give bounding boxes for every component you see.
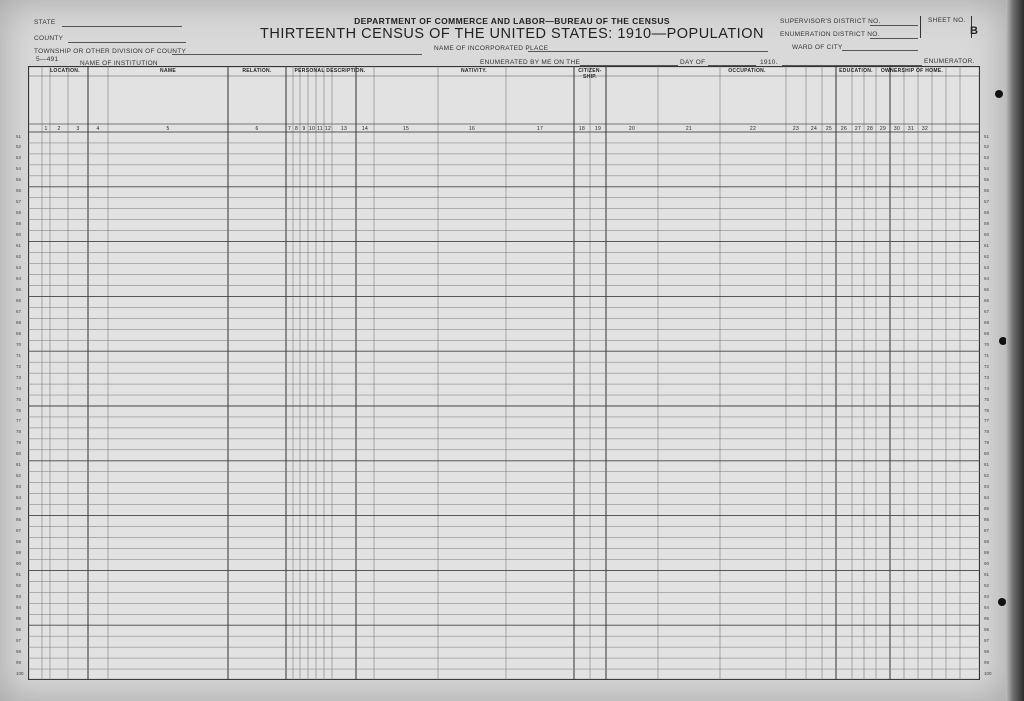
column-group-name: NAME [160,68,176,74]
ward-field[interactable] [842,50,918,51]
column-number: 10 [308,126,316,132]
column-number: 11 [317,126,323,132]
row-number-right: 77 [984,418,990,424]
institution-label: NAME OF INSTITUTION [80,60,158,67]
day-label: DAY OF [680,59,706,66]
row-number-left: 90 [16,560,22,566]
column-number: 2 [57,126,61,132]
page-title: THIRTEENTH CENSUS OF THE UNITED STATES: 1910—POPULATION [260,26,764,42]
row-number-right: 71 [984,352,990,358]
row-number-left: 89 [16,549,22,555]
row-number-right: 87 [984,528,990,534]
row-number-left: 99 [16,659,22,665]
row-number-left: 98 [16,648,22,654]
row-number-right: 65 [984,286,990,292]
column-group-relation: RELATION. [242,68,272,74]
column-number: 7 [287,126,292,132]
row-number-right: 57 [984,199,990,205]
row-number-left: 72 [16,363,22,369]
row-number-left: 58 [16,210,22,216]
row-number-left: 77 [16,418,22,424]
row-number-left: 93 [16,593,22,599]
row-number-left: 71 [16,352,22,358]
row-number-right: 73 [984,374,990,380]
row-number-right: 96 [984,626,990,632]
binder-hole [995,90,1003,98]
county-field[interactable] [68,42,186,43]
column-group-citizenship: CITIZEN-SHIP. [578,68,602,80]
column-group-location: LOCATION. [50,68,80,74]
row-number-right: 76 [984,407,990,413]
column-number: 19 [594,126,602,132]
row-number-left: 94 [16,604,22,610]
row-number-left: 69 [16,330,22,336]
page-edge [1006,0,1024,701]
township-field[interactable] [172,54,422,55]
row-number-right: 80 [984,451,990,457]
row-number-left: 75 [16,396,22,402]
row-number-right: 82 [984,473,990,479]
column-number: 4 [96,126,100,132]
row-number-left: 70 [16,341,22,347]
sheet-letter: B [970,25,978,37]
row-number-right: 58 [984,210,990,216]
row-number-right: 55 [984,177,990,183]
row-number-right: 78 [984,429,990,435]
township-label: TOWNSHIP OR OTHER DIVISION OF COUNTY [34,48,187,55]
row-number-left: 83 [16,484,22,490]
column-number: 28 [866,126,874,132]
row-number-left: 57 [16,199,22,205]
column-number: 12 [324,126,332,132]
row-number-right: 100 [984,670,992,676]
column-number: 13 [340,126,348,132]
column-number: 3 [76,126,80,132]
column-group-ownership: OWNERSHIP OF HOME. [880,68,944,74]
row-number-left: 53 [16,155,22,161]
row-number-left: 92 [16,582,22,588]
row-number-left: 64 [16,275,22,281]
row-number-right: 53 [984,155,990,161]
column-number: 29 [879,126,887,132]
row-number-left: 60 [16,232,22,238]
row-number-left: 67 [16,308,22,314]
row-number-left: 79 [16,440,22,446]
column-number: 27 [854,126,862,132]
row-number-left: 95 [16,615,22,621]
column-number: 16 [468,126,476,132]
row-number-right: 66 [984,297,990,303]
row-number-right: 69 [984,330,990,336]
row-number-right: 85 [984,506,990,512]
row-number-right: 59 [984,221,990,227]
row-number-right: 83 [984,484,990,490]
row-number-left: 66 [16,297,22,303]
row-number-left: 82 [16,473,22,479]
row-number-right: 91 [984,571,990,577]
census-grid [16,66,992,680]
supervisor-field[interactable] [870,25,918,26]
row-number-right: 62 [984,254,990,260]
state-label: STATE [34,19,56,26]
row-number-left: 91 [16,571,22,577]
row-number-right: 51 [984,133,990,139]
row-number-right: 99 [984,659,990,665]
row-number-left: 96 [16,626,22,632]
row-number-right: 90 [984,560,990,566]
county-label: COUNTY [34,35,64,42]
row-number-right: 94 [984,604,990,610]
column-number: 20 [628,126,636,132]
column-number: 17 [536,126,544,132]
column-number: 14 [361,126,369,132]
row-number-right: 64 [984,275,990,281]
column-number: 1 [44,126,48,132]
row-number-right: 70 [984,341,990,347]
row-number-left: 54 [16,166,22,172]
incorporated-place-label: NAME OF INCORPORATED PLACE [434,45,549,52]
column-number: 6 [255,126,259,132]
row-number-right: 81 [984,462,990,468]
row-number-right: 79 [984,440,990,446]
row-number-right: 86 [984,517,990,523]
row-number-left: 97 [16,637,22,643]
incorporated-place-field[interactable] [528,51,768,52]
row-number-right: 68 [984,319,990,325]
enumerator-label: ENUMERATOR. [924,58,975,65]
supervisor-label: SUPERVISOR'S DISTRICT NO. [780,18,881,25]
row-number-left: 74 [16,385,22,391]
column-number: 30 [893,126,901,132]
row-number-left: 63 [16,265,22,271]
column-group-education: EDUCATION. [839,68,873,74]
ward-label: WARD OF CITY [792,44,843,51]
row-number-right: 92 [984,582,990,588]
binder-hole [998,598,1006,606]
column-group-nativity: NATIVITY. [461,68,487,74]
row-number-left: 88 [16,539,22,545]
row-number-right: 88 [984,539,990,545]
row-number-left: 85 [16,506,22,512]
row-number-left: 76 [16,407,22,413]
row-number-left: 52 [16,144,22,150]
row-number-right: 61 [984,243,990,249]
form-number: 5—491 [36,56,59,63]
row-number-right: 54 [984,166,990,172]
row-number-left: 65 [16,286,22,292]
column-group-occupation: OCCUPATION. [728,68,766,74]
row-number-left: 62 [16,254,22,260]
year-label: 1910. [760,59,778,66]
row-number-right: 97 [984,637,990,643]
row-number-right: 75 [984,396,990,402]
row-number-right: 63 [984,265,990,271]
row-number-left: 73 [16,374,22,380]
column-number: 5 [166,126,170,132]
column-number: 22 [749,126,757,132]
column-number: 24 [810,126,818,132]
row-number-right: 56 [984,188,990,194]
row-number-left: 87 [16,528,22,534]
row-number-left: 81 [16,462,22,468]
column-number: 32 [921,126,929,132]
row-number-left: 68 [16,319,22,325]
row-number-left: 56 [16,188,22,194]
row-number-left: 51 [16,133,22,139]
row-number-left: 59 [16,221,22,227]
row-number-left: 61 [16,243,22,249]
row-number-right: 52 [984,144,990,150]
column-number: 26 [840,126,848,132]
row-number-left: 80 [16,451,22,457]
department-heading: DEPARTMENT OF COMMERCE AND LABOR—BUREAU OF THE CENSUS [354,16,670,26]
enumerated-label: ENUMERATED BY ME ON THE [480,59,581,66]
row-number-right: 67 [984,308,990,314]
grid-lines [28,66,980,680]
column-number: 8 [294,126,299,132]
row-number-right: 93 [984,593,990,599]
row-number-right: 89 [984,549,990,555]
enumeration-label: ENUMERATION DISTRICT NO. [780,31,880,38]
column-number: 21 [685,126,693,132]
row-number-right: 72 [984,363,990,369]
row-number-left: 78 [16,429,22,435]
enumeration-field[interactable] [870,38,918,39]
column-number: 31 [907,126,915,132]
row-number-left: 55 [16,177,22,183]
column-number: 9 [302,126,306,132]
column-number: 23 [792,126,800,132]
column-number: 25 [825,126,833,132]
row-number-left: 84 [16,495,22,501]
sheet-label: SHEET NO. [928,17,966,24]
row-number-left: 86 [16,517,22,523]
row-number-right: 60 [984,232,990,238]
row-number-left: 100 [16,670,24,676]
row-number-right: 95 [984,615,990,621]
row-number-right: 98 [984,648,990,654]
column-number: 18 [578,126,586,132]
column-group-personal: PERSONAL DESCRIPTION. [294,68,366,74]
row-number-right: 84 [984,495,990,501]
column-number: 15 [402,126,410,132]
row-number-right: 74 [984,385,990,391]
